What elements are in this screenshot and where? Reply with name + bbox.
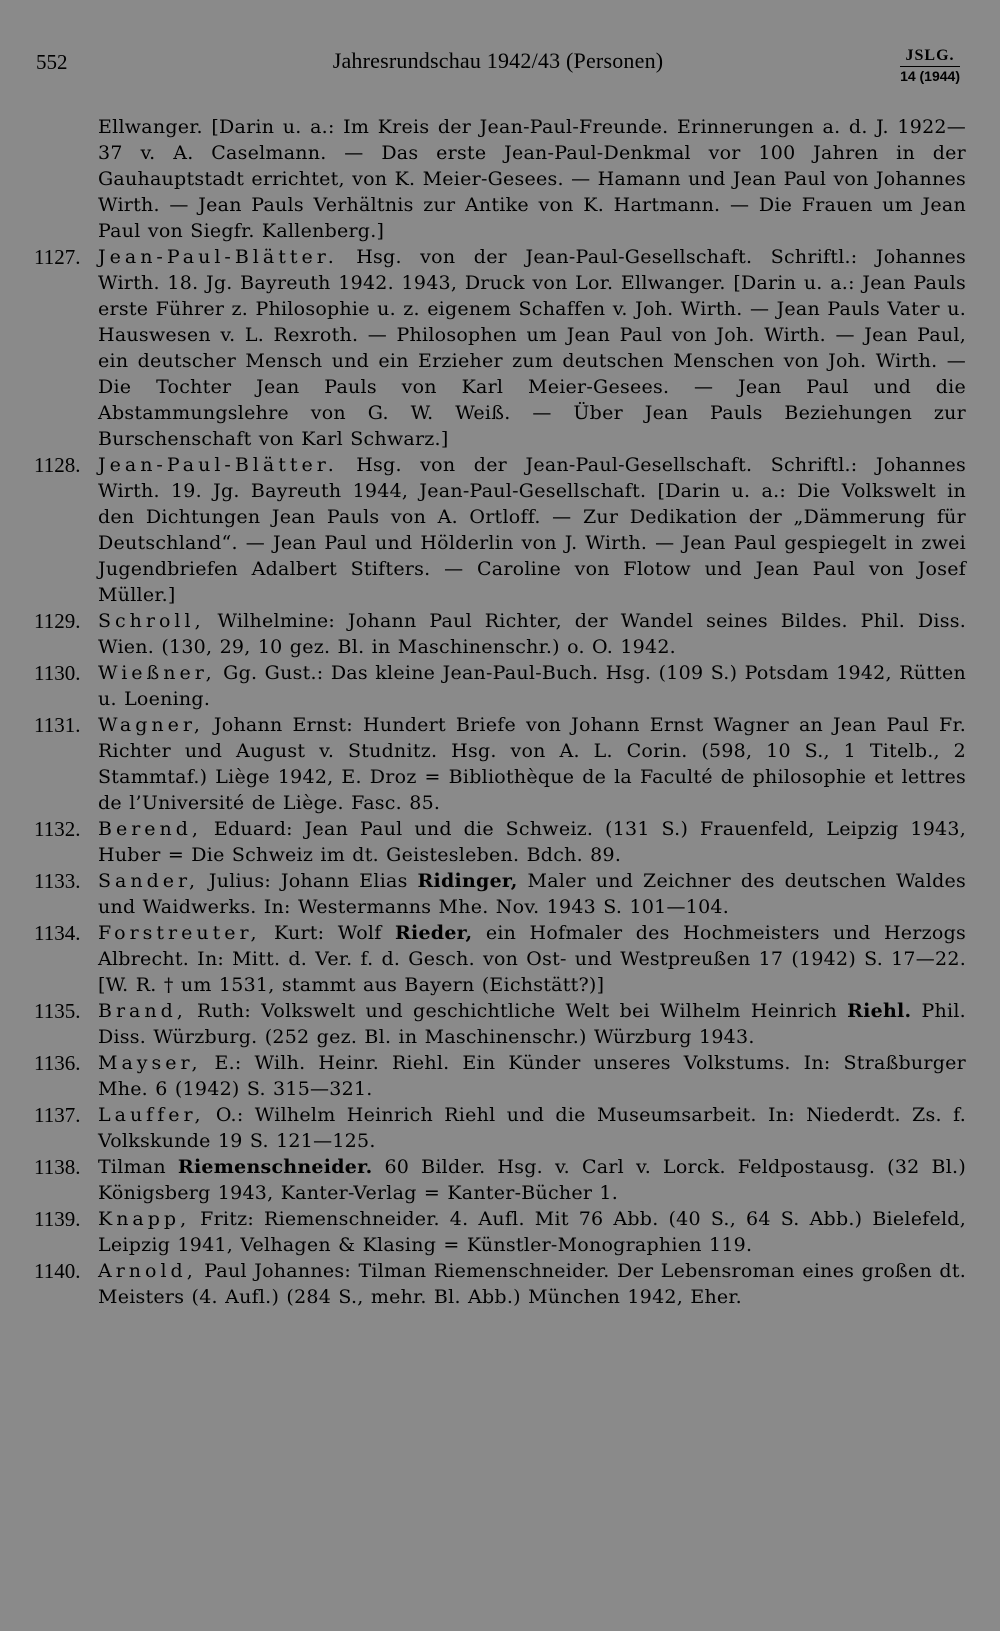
entry-author: Schroll,: [98, 610, 205, 632]
entries-container: [34, 244, 966, 1310]
entry-text: [98, 1154, 966, 1206]
running-title: Jahresrundschau 1942/43 (Personen): [332, 48, 664, 73]
bibliography-entry: [34, 920, 966, 998]
entry-number: 1127.: [34, 245, 81, 269]
entry-description-rest: ein Hofmaler des Hochmeisters und Herzogs Albrecht. In: Mitt. d. Ver. f. d. Gesch. von Ost- und Westpreußen 17 (1942) S. 17—22. [W. R. † um 1531, stammt aus Bayern (Eichstätt?)]: [98, 922, 966, 996]
journal-issue: 14 (1944): [900, 68, 960, 84]
entry-number: 1139.: [34, 1207, 81, 1231]
bibliography-entry: [34, 1258, 966, 1310]
entry-continuation: Ellwanger. [Darin u. a.: Im Kreis der Jean-Paul-Freunde. Erinnerungen a. d. J. 1922—37 v. A. Caselmann. — Das erste Jean-Paul-Denkmal vor 100 Jahren in der Gauhauptstadt errichtet, von K. Meier-Gesees. — Hamann und Jean Paul von Johannes Wirth. — Jean Pauls Verhältnis zur Antike von K. Hartmann. — Die Frauen um Jean Paul von Siegfr. Kallenberg.]: [98, 116, 966, 242]
entry-text: [98, 920, 966, 998]
entry-description: Gg. Gust.: Das kleine Jean-Paul-Buch. Hsg. (109 S.) Potsdam 1942, Rütten u. Loening.: [98, 662, 966, 710]
entry-author: Arnold,: [98, 1260, 197, 1282]
entry-description-rest: Maler und Zeichner des deutschen Waldes und Waidwerks. In: Westermanns Mhe. Nov. 1943 S. 101—104.: [98, 870, 966, 918]
entry-number: 1134.: [34, 921, 81, 945]
entry-number: 1133.: [34, 869, 81, 893]
entry-author: Wießner,: [98, 662, 216, 684]
bibliography-entry: [34, 998, 966, 1050]
entry-description: Hsg. von der Jean-Paul-Gesellschaft. Schriftl.: Johannes Wirth. 19. Jg. Bayreuth 1944, Jean-Paul-Gesellschaft. [Darin u. a.: Die Volkswelt in den Dichtungen Jean Pauls von A. Ortloff. — Zur Dedikation der „Dämmerung für Deutschland“. — Jean Paul und Hölderlin von J. Wirth. — Jean Paul gespiegelt in zwei Jugendbriefen Adalbert Stifters. — Caroline von Flotow und Jean Paul von Josef Müller.]: [98, 454, 966, 606]
entry-author: Knapp,: [98, 1208, 191, 1230]
entry-text: [98, 816, 966, 868]
entry-description-rest: Phil. Diss. Würzburg. (252 gez. Bl. in Maschinenschr.) Würzburg 1943.: [98, 1000, 966, 1048]
entry-subject: Rieder,: [394, 922, 473, 944]
entry-number: 1128.: [34, 453, 81, 477]
entry-description: Julius: Johann Elias: [199, 870, 418, 892]
bibliography-entry: [34, 1102, 966, 1154]
entry-number: 1137.: [34, 1103, 81, 1127]
bibliography-entry: [34, 452, 966, 608]
entry-text: [98, 660, 966, 712]
bibliography-entry: [34, 244, 966, 452]
bibliography-entry: [34, 660, 966, 712]
entry-author: Berend,: [98, 818, 202, 840]
entry-number: 1140.: [34, 1259, 81, 1283]
entry-author: Jean-Paul-Blätter.: [98, 454, 338, 476]
entry-description: Paul Johannes: Tilman Riemenschneider. Der Lebensroman eines großen dt. Meisters (4. Aufl.) (284 S., mehr. Bl. Abb.) München 1942, Eher.: [98, 1260, 966, 1308]
entry-author: Forstreuter,: [98, 922, 261, 944]
entry-author: Mayser,: [98, 1052, 202, 1074]
bibliography-entry: [34, 1206, 966, 1258]
bibliography-entry: [34, 1050, 966, 1102]
entry-author: Sander,: [98, 870, 200, 892]
entry-number: 1135.: [34, 999, 81, 1023]
journal-reference: [900, 46, 960, 85]
entry-author: Brand,: [98, 1000, 187, 1022]
entry-subject: Riehl.: [847, 1000, 912, 1022]
page-header: [36, 46, 960, 86]
page-number: 552: [36, 50, 68, 74]
bibliography-entry: [34, 712, 966, 816]
entry-number: 1136.: [34, 1051, 81, 1075]
entry-number: 1138.: [34, 1155, 81, 1179]
entry-number: 1131.: [34, 713, 81, 737]
entry-description: O.: Wilhelm Heinrich Riehl und die Museumsarbeit. In: Niederdt. Zs. f. Volkskunde 19 S. 121—125.: [98, 1104, 966, 1152]
entry-subject: Ridinger,: [417, 870, 518, 892]
entry-description: Tilman: [98, 1156, 178, 1178]
entry-number: 1129.: [34, 609, 81, 633]
entry-subject: Riemenschneider.: [177, 1156, 373, 1178]
entry-description: Fritz: Riemenschneider. 4. Aufl. Mit 76 Abb. (40 S., 64 S. Abb.) Bielefeld, Leipzig 1941, Velhagen & Klasing = Künstler-Monographien 119.: [98, 1208, 966, 1256]
entry-description: Kurt: Wolf: [260, 922, 395, 944]
entry-text: [98, 868, 966, 920]
entry-text: [98, 1102, 966, 1154]
entry-description-rest: 60 Bilder. Hsg. v. Carl v. Lorck. Feldpostausg. (32 Bl.) Königsberg 1943, Kanter-Verlag = Kanter-Bücher 1.: [98, 1156, 966, 1204]
bibliography-entry: [34, 868, 966, 920]
entry-text: [98, 1050, 966, 1102]
entry-description: Eduard: Jean Paul und die Schweiz. (131 S.) Frauenfeld, Leipzig 1943, Huber = Die Schweiz im dt. Geistesleben. Bdch. 89.: [98, 818, 966, 866]
entry-author: Wagner,: [98, 714, 204, 736]
entry-description: Wilhelmine: Johann Paul Richter, der Wandel seines Bildes. Phil. Diss. Wien. (130, 29, 10 gez. Bl. in Maschinenschr.) o. O. 1942.: [98, 610, 966, 658]
entry-author: Jean-Paul-Blätter.: [98, 246, 338, 268]
entry-text: [98, 998, 966, 1050]
bibliography-list: [34, 114, 966, 1310]
entry-description: Johann Ernst: Hundert Briefe von Johann Ernst Wagner an Jean Paul Fr. Richter und August v. Studnitz. Hsg. von A. L. Corin. (598, 10 S., 1 Titelb., 2 Stammtaf.) Liège 1942, E. Droz = Bibliothèque de la Faculté de philosophie et lettres de l’Université de Liège. Fasc. 85.: [98, 714, 966, 814]
entry-description: E.: Wilh. Heinr. Riehl. Ein Künder unseres Volkstums. In: Straßburger Mhe. 6 (1942) S. 315—321.: [98, 1052, 966, 1100]
entry-author: Lauffer,: [98, 1104, 205, 1126]
entry-text: [98, 608, 966, 660]
bibliography-entry: [34, 816, 966, 868]
entry-number: 1130.: [34, 661, 81, 685]
entry-text: [98, 1258, 966, 1310]
bibliography-entry: [34, 608, 966, 660]
entry-text: [98, 712, 966, 816]
entry-text: [98, 1206, 966, 1258]
entry-description: Hsg. von der Jean-Paul-Gesellschaft. Schriftl.: Johannes Wirth. 18. Jg. Bayreuth 1942. 1943, Druck von Lor. Ellwanger. [Darin u. a.: Jean Pauls erste Führer z. Philosophie u. z. eigenem Schaffen v. Joh. Wirth. — Jean Pauls Vater u. Hauswesen v. L. Rexroth. — Philosophen um Jean Paul von Joh. Wirth. — Jean Paul, ein deutscher Mensch und ein Erzieher zum deutschen Menschen von Joh. Wirth. — Die Tochter Jean Pauls von Karl Meier-Gesees. — Jean Paul und die Abstammungslehre von G. W. Weiß. — Über Jean Pauls Beziehungen zur Burschenschaft von Karl Schwarz.]: [98, 246, 966, 450]
entry-description: Ruth: Volkswelt und geschichtliche Welt bei Wilhelm Heinrich: [186, 1000, 848, 1022]
journal-abbreviation: JSLG.: [900, 46, 960, 67]
entry-text: [98, 244, 966, 452]
bibliography-entry: [34, 1154, 966, 1206]
entry-text: [98, 452, 966, 608]
entry-number: 1132.: [34, 817, 81, 841]
